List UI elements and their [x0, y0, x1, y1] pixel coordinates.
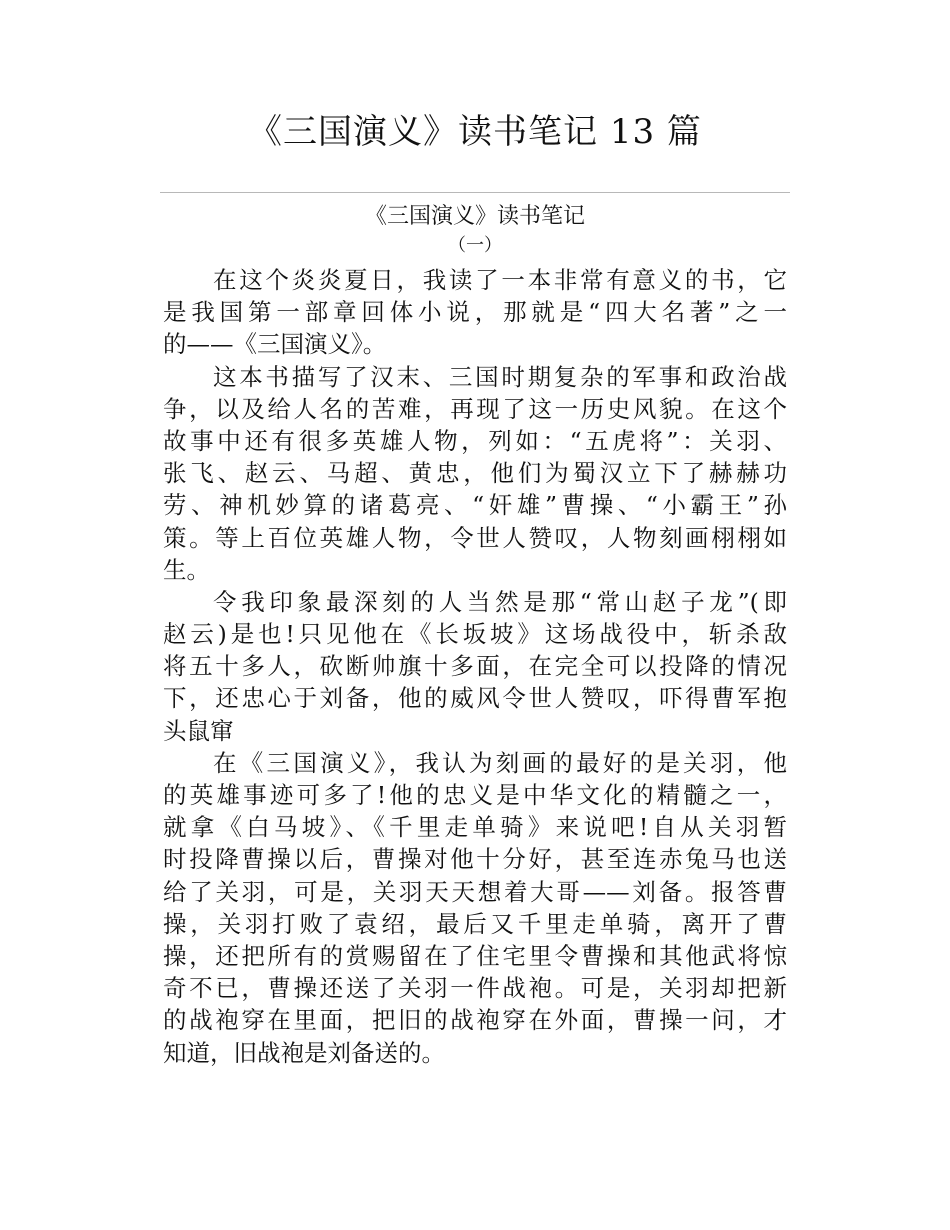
paragraph-line: 的——《三国演义》。 — [163, 330, 387, 359]
paragraph-line: 这本书描写了汉末、三国时期复杂的军事和政治战 — [213, 362, 787, 391]
paragraph-line: 赵云)是也!只见他在《长坂坡》这场战役中，斩杀敌 — [163, 620, 787, 649]
paragraph-line: 就拿《白马坡》、《千里走单骑》来说吧!自从关羽暂 — [163, 813, 787, 842]
paragraph-line: 令我印象最深刻的人当然是那“常山赵子龙”(即 — [213, 587, 787, 616]
paragraph-1 — [163, 264, 787, 361]
paragraph-line: 操，还把所有的赏赐留在了住宅里令曹操和其他武将惊 — [163, 941, 787, 970]
paragraph-line: 的英雄事迹可多了!他的忠义是中华文化的精髓之一， — [163, 781, 787, 809]
paragraph-line: 在《三国演义》，我认为刻画的最好的是关羽，他 — [213, 748, 787, 777]
paragraph-line: 下，还忠心于刘备，他的威风令世人赞叹，吓得曹军抱 — [163, 684, 787, 713]
paragraph-line: 在这个炎炎夏日，我读了一本非常有意义的书，它 — [213, 266, 787, 294]
paragraph-line: 奇不已，曹操还送了关羽一件战袍。可是，关羽却把新 — [163, 974, 787, 1003]
paragraph-line: 争，以及给人名的苦难，再现了这一历史风貌。在这个 — [163, 394, 787, 423]
paragraph-line: 操，关羽打败了袁绍，最后又千里走单骑，离开了曹 — [163, 909, 787, 938]
paragraph-line: 生。 — [163, 555, 210, 584]
paragraph-line: 劳、神机妙算的诸葛亮、“奸雄”曹操、“小霸王”孙 — [163, 491, 787, 520]
section-number: （一） — [448, 235, 502, 256]
paragraph-line: 时投降曹操以后，曹操对他十分好，甚至连赤兔马也送 — [163, 845, 787, 874]
article-body — [163, 264, 787, 1069]
paragraph-line: 将五十多人，砍断帅旗十多面，在完全可以投降的情况 — [163, 652, 787, 681]
document-title: 《三国演义》读书笔记 13 篇 — [248, 112, 702, 152]
paragraph-line: 策。等上百位英雄人物，令世人赞叹，人物刻画栩栩如 — [163, 523, 787, 552]
paragraph-line: 知道，旧战袍是刘备送的。 — [163, 1038, 445, 1067]
paragraph-line: 故事中还有很多英雄人物，列如：“五虎将”：关羽、 — [163, 426, 787, 455]
paragraph-line: 头鼠窜 — [163, 716, 234, 745]
paragraph-3 — [163, 586, 787, 747]
paragraph-line: 张飞、赵云、马超、黄忠，他们为蜀汉立下了赫赫功 — [163, 459, 787, 488]
paragraph-line: 是我国第一部章回体小说，那就是“四大名著”之一 — [163, 298, 787, 327]
section-title: 《三国演义》读书笔记 — [364, 204, 585, 229]
paragraph-4 — [163, 747, 787, 1069]
paragraph-line: 的战袍穿在里面，把旧的战袍穿在外面，曹操一问，才 — [163, 1006, 787, 1035]
paragraph-2 — [163, 361, 787, 586]
title-divider — [160, 192, 790, 193]
paragraph-line: 给了关羽，可是，关羽天天想着大哥——刘备。报答曹 — [163, 877, 787, 906]
